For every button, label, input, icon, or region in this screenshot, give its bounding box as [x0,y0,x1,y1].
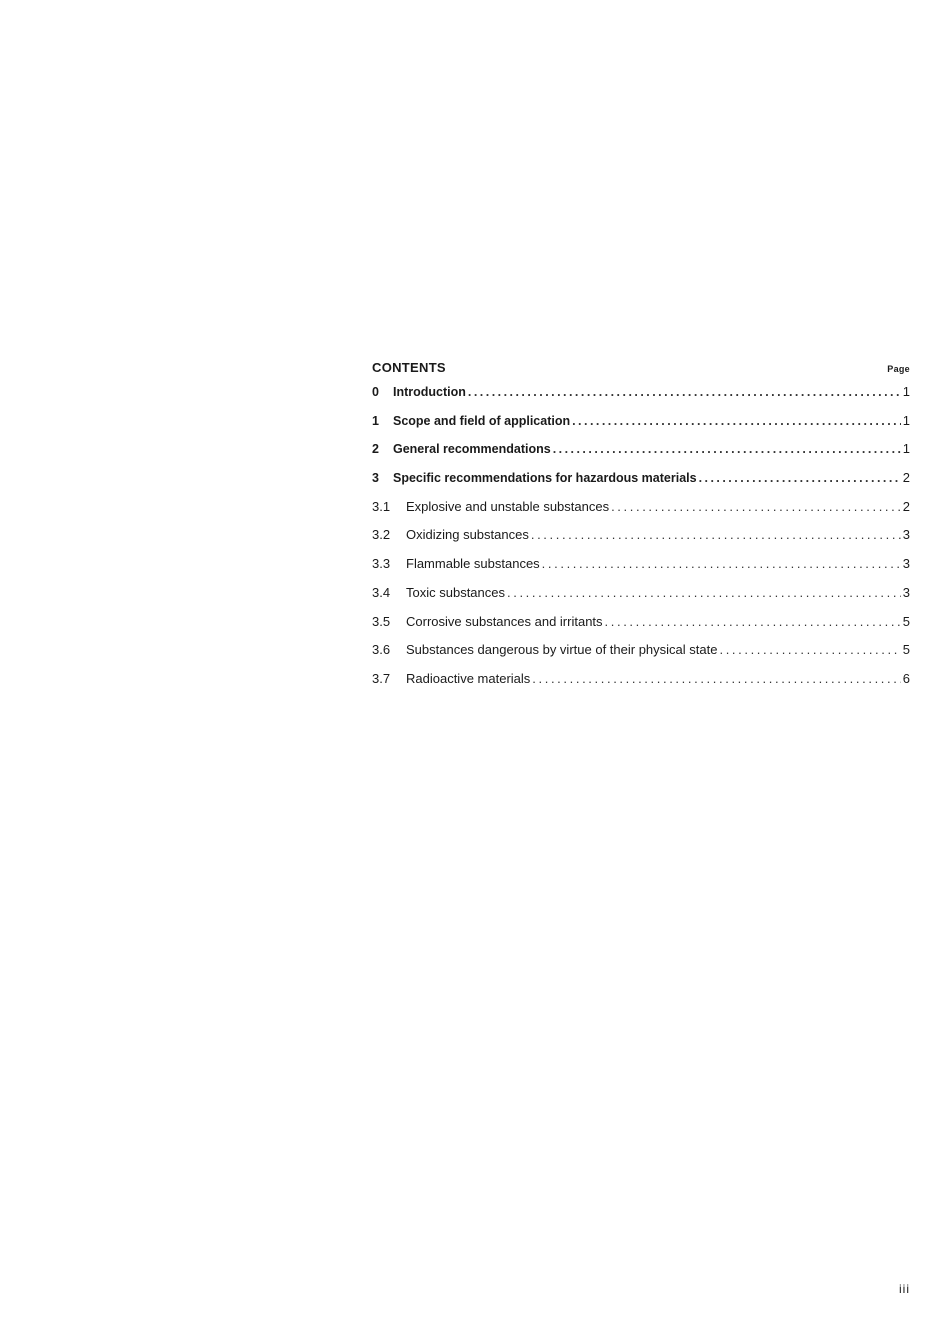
toc-entry-number: 3.3 [372,556,391,572]
toc-entry-page: 1 [902,441,910,457]
toc-entry-page: 3 [902,556,910,572]
toc-entry-number: 3 [372,471,379,486]
toc-entry-label: Radioactive materials [406,670,531,686]
toc-entry[interactable] [372,441,910,470]
toc-entry[interactable] [372,499,910,528]
toc-title: CONTENTS [372,360,446,375]
toc-entry-number: 2 [372,442,379,457]
toc-entry-page: 6 [902,670,910,686]
toc-entry-number: 3.1 [372,498,391,514]
page-number: iii [899,1282,910,1296]
toc-entry-page: 1 [902,384,910,399]
toc-entry-page: 1 [902,412,910,428]
toc-entry-label: Specific recommendations for hazardous materials [393,471,697,486]
toc-entry-number: 1 [372,413,379,428]
toc-entry-number: 3.4 [372,584,391,600]
dot-leader [532,671,900,686]
toc-entry[interactable] [372,413,910,442]
toc-entry[interactable] [372,384,910,413]
toc-entry-page: 3 [902,584,910,600]
toc-entry[interactable] [372,585,910,614]
toc-entry-label: Corrosive substances and irritants [406,613,603,629]
toc-entry-label: Flammable substances [406,556,540,572]
toc-entry-page: 3 [902,527,910,543]
dot-leader [719,642,900,657]
toc-entry-page: 5 [902,613,910,629]
toc-entry-label: General recommendations [393,442,551,457]
dot-leader [531,527,901,542]
toc-entry-number: 0 [372,385,379,399]
dot-leader [699,471,901,485]
toc-entry-label: Introduction [393,385,466,399]
toc-entry-number: 3.6 [372,642,391,658]
toc-entry[interactable] [372,671,910,700]
toc-entry-page: 2 [902,498,910,514]
toc-entry[interactable] [372,556,910,585]
toc-entry[interactable] [372,527,910,556]
toc-header [372,360,910,384]
toc-entry[interactable] [372,470,910,499]
toc-entry-number: 3.5 [372,613,391,629]
dot-leader [605,614,901,629]
toc-entry-label: Oxidizing substances [406,527,529,543]
dot-leader [468,385,901,399]
dot-leader [542,556,901,571]
toc-entry-page: 5 [902,642,910,658]
table-of-contents [372,360,910,700]
toc-entry-page: 2 [902,470,910,486]
toc-entry-number: 3.7 [372,670,391,686]
toc-page-column-label: Page [887,364,910,374]
toc-entry-label: Toxic substances [406,584,505,600]
toc-entry[interactable] [372,614,910,643]
toc-entry-label: Scope and field of application [393,413,571,428]
toc-entry-number: 3.2 [372,527,391,543]
dot-leader [553,442,901,456]
dot-leader [572,414,901,428]
dot-leader [507,585,901,600]
toc-entry-label: Explosive and unstable substances [406,498,610,514]
toc-entry[interactable] [372,642,910,671]
dot-leader [611,499,901,514]
toc-entry-label: Substances dangerous by virtue of their physical state [406,642,718,658]
